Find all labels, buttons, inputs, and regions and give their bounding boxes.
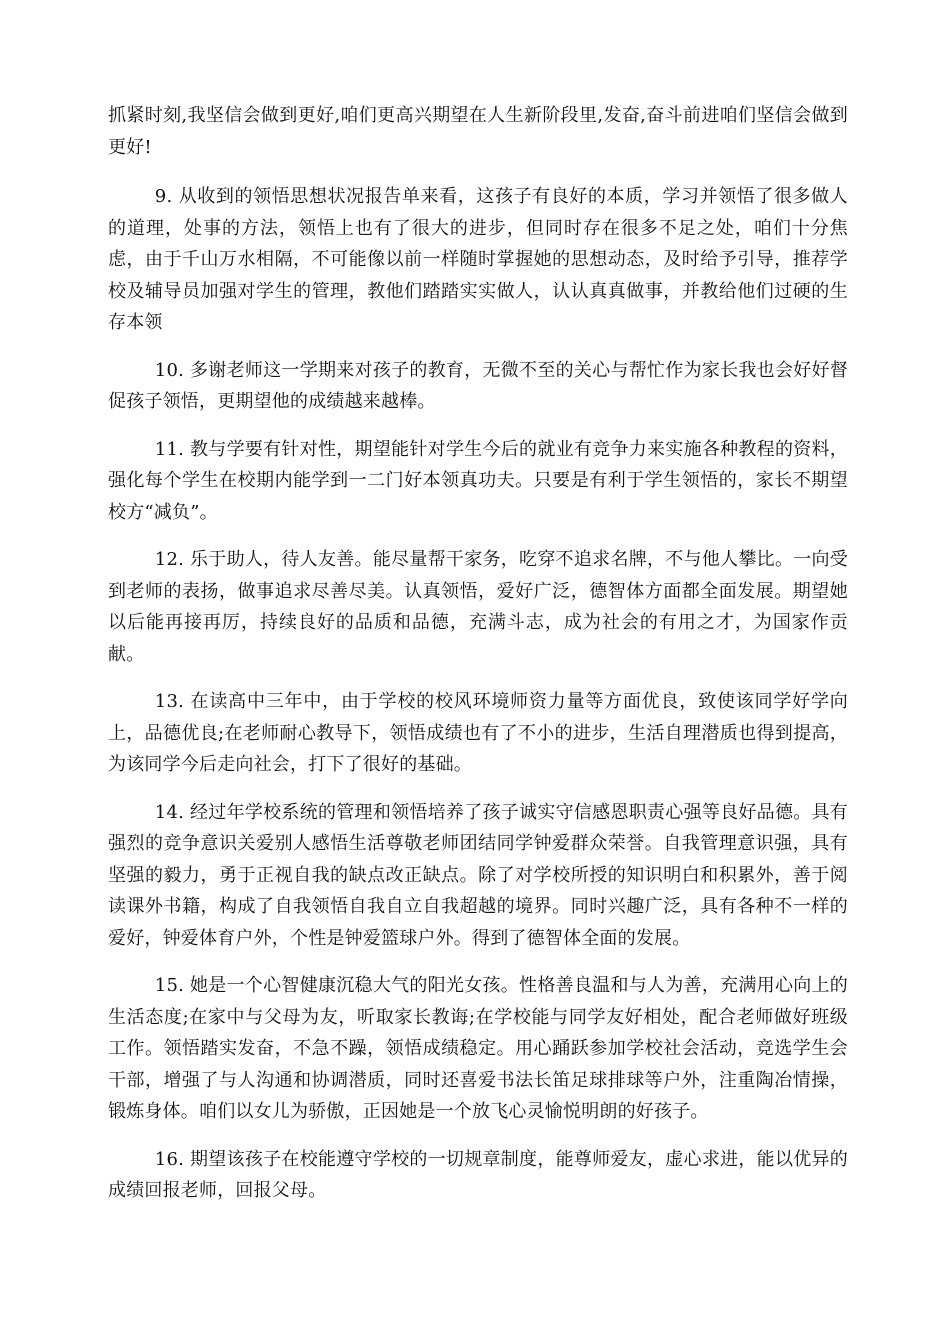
paragraph-item-14: 14. 经过年学校系统的管理和领悟培养了孩子诚实守信感恩职责心强等良好品德。具有强烈的竞争意识关爱别人感悟生活尊敬老师团结同学钟爱群众荣誉。自我管理意识强，具有坚强的毅力，勇于正视自我的缺点改正缺点。除了对学校所授的知识明白和积累外，善于阅读课外书籍，构成了自我领悟自我自立自我超越的境界。同时兴趣广泛，具有各种不一样的爱好，钟爱体育户外，个性是钟爱篮球户外。得到了德智体全面的发展。	[108, 801, 848, 949]
paragraph-item-16: 16. 期望该孩子在校能遵守学校的一切规章制度，能尊师爱友，虚心求进，能以优异的成绩回报老师，回报父母。	[108, 1148, 848, 1201]
paragraph-item-11: 11. 教与学要有针对性，期望能针对学生今后的就业有竞争力来实施各种教程的资料，强化每个学生在校期内能学到一二门好本领真功夫。只要是有利于学生领悟的，家长不期望校方“减负”。	[108, 438, 848, 523]
paragraph-item-10: 10. 多谢老师这一学期来对孩子的教育，无微不至的关心与帮忙作为家长我也会好好督促孩子领悟，更期望他的成绩越来越棒。	[108, 359, 848, 412]
paragraph-item-13: 13. 在读高中三年中，由于学校的校风环境师资力量等方面优良，致使该同学好学向上，品德优良;在老师耐心教导下，领悟成绩也有了不小的进步，生活自理潜质也得到提高，为该同学今后走向社会，打下了很好的基础。	[108, 691, 848, 775]
paragraph-item-15: 15. 她是一个心智健康沉稳大气的阳光女孩。性格善良温和与人为善，充满用心向上的生活态度;在家中与父母为友，听取家长教诲;在学校能与同学友好相处，配合老师做好班级工作。领悟踏实发奋，不急不躁，领悟成绩稳定。用心踊跃参加学校社会活动，竞选学生会干部，增强了与人沟通和协调潜质，同时还喜爱书法长笛足球排球等户外，注重陶冶情操，锻炼身体。咱们以女儿为骄傲，正因她是一个放飞心灵愉悦明朗的好孩子。	[108, 975, 848, 1122]
paragraph-item-9: 9. 从收到的领悟思想状况报告单来看，这孩子有良好的本质，学习并领悟了很多做人的道理，处事的方法，领悟上也有了很大的进步，但同时存在很多不足之处，咱们十分焦虑，由于千山万水相隔，不可能像以前一样随时掌握她的思想动态，及时给予引导，推荐学校及辅导员加强对学生的管理，教他们踏踏实实做人，认认真真做事，并教给他们过硬的生存本领	[108, 186, 848, 333]
paragraph-continuation: 抓紧时刻,我坚信会做到更好,咱们更高兴期望在人生新阶段里,发奋,奋斗前进咱们坚信会做到更好!	[108, 105, 848, 158]
paragraph-item-12: 12. 乐于助人，待人友善。能尽量帮干家务，吃穿不追求名牌，不与他人攀比。一向受到老师的表扬，做事追求尽善尽美。认真领悟，爱好广泛，德智体方面都全面发展。期望她以后能再接再厉，持续良好的品质和品德，充满斗志，成为社会的有用之才，为国家作贡献。	[108, 549, 848, 665]
document-body	[108, 100, 848, 1223]
